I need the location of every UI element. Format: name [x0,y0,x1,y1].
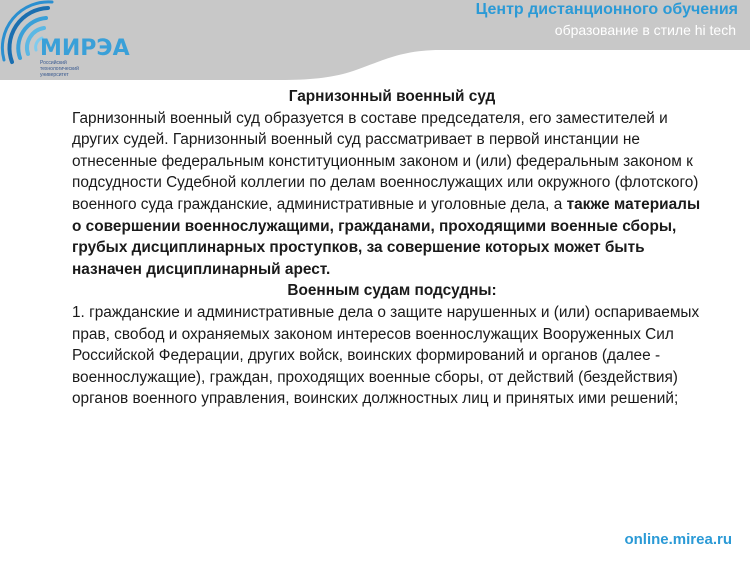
footer-website-link[interactable]: online.mirea.ru [624,531,732,548]
header-title: Центр дистанционного обучения [475,1,738,18]
logo-subtitle: Российский технологический университет [40,60,79,78]
document-body [72,86,712,410]
paragraph-1 [72,108,712,281]
paragraph-2: 1. гражданские и административные дела о защите нарушенных и (или) оспариваемых прав, свобод и охраняемых законом интересов военнослужащих Вооруженных Сил Российской Федерации, других войск, воинских формирований и органов (далее - военнослужащие), граждан, проходящих военные сборы, от действий (бездействия) органов военного управления, воинских должностных лиц и принятых ими решений; [72,303,700,408]
document-heading: Гарнизонный военный суд [288,88,496,105]
document-subheading: Военным судам подсудны: [287,282,497,300]
paragraph-1-bold-text: также материалы о совершении военнослужащими, гражданами, проходящими военные сборы, грубых дисциплинарных проступков, за совершение которых может быть назначен дисциплинарный арест. [72,195,701,278]
logo-text: МИРЭА [40,36,130,61]
paragraph-1-text: Гарнизонный военный суд образуется в составе председателя, его заместителей и других судей. Гарнизонный военный суд рассматривает в первой инстанции не отнесенные федеральным конституционным законом и (или) федеральным законом к подсудности Судебной коллегии по делам военнослужащих или окружного (флотского) военного суда гражданские, административные и уголовные дела, а [72,109,699,213]
header-subtitle: образование в стиле hi tech [554,22,736,38]
